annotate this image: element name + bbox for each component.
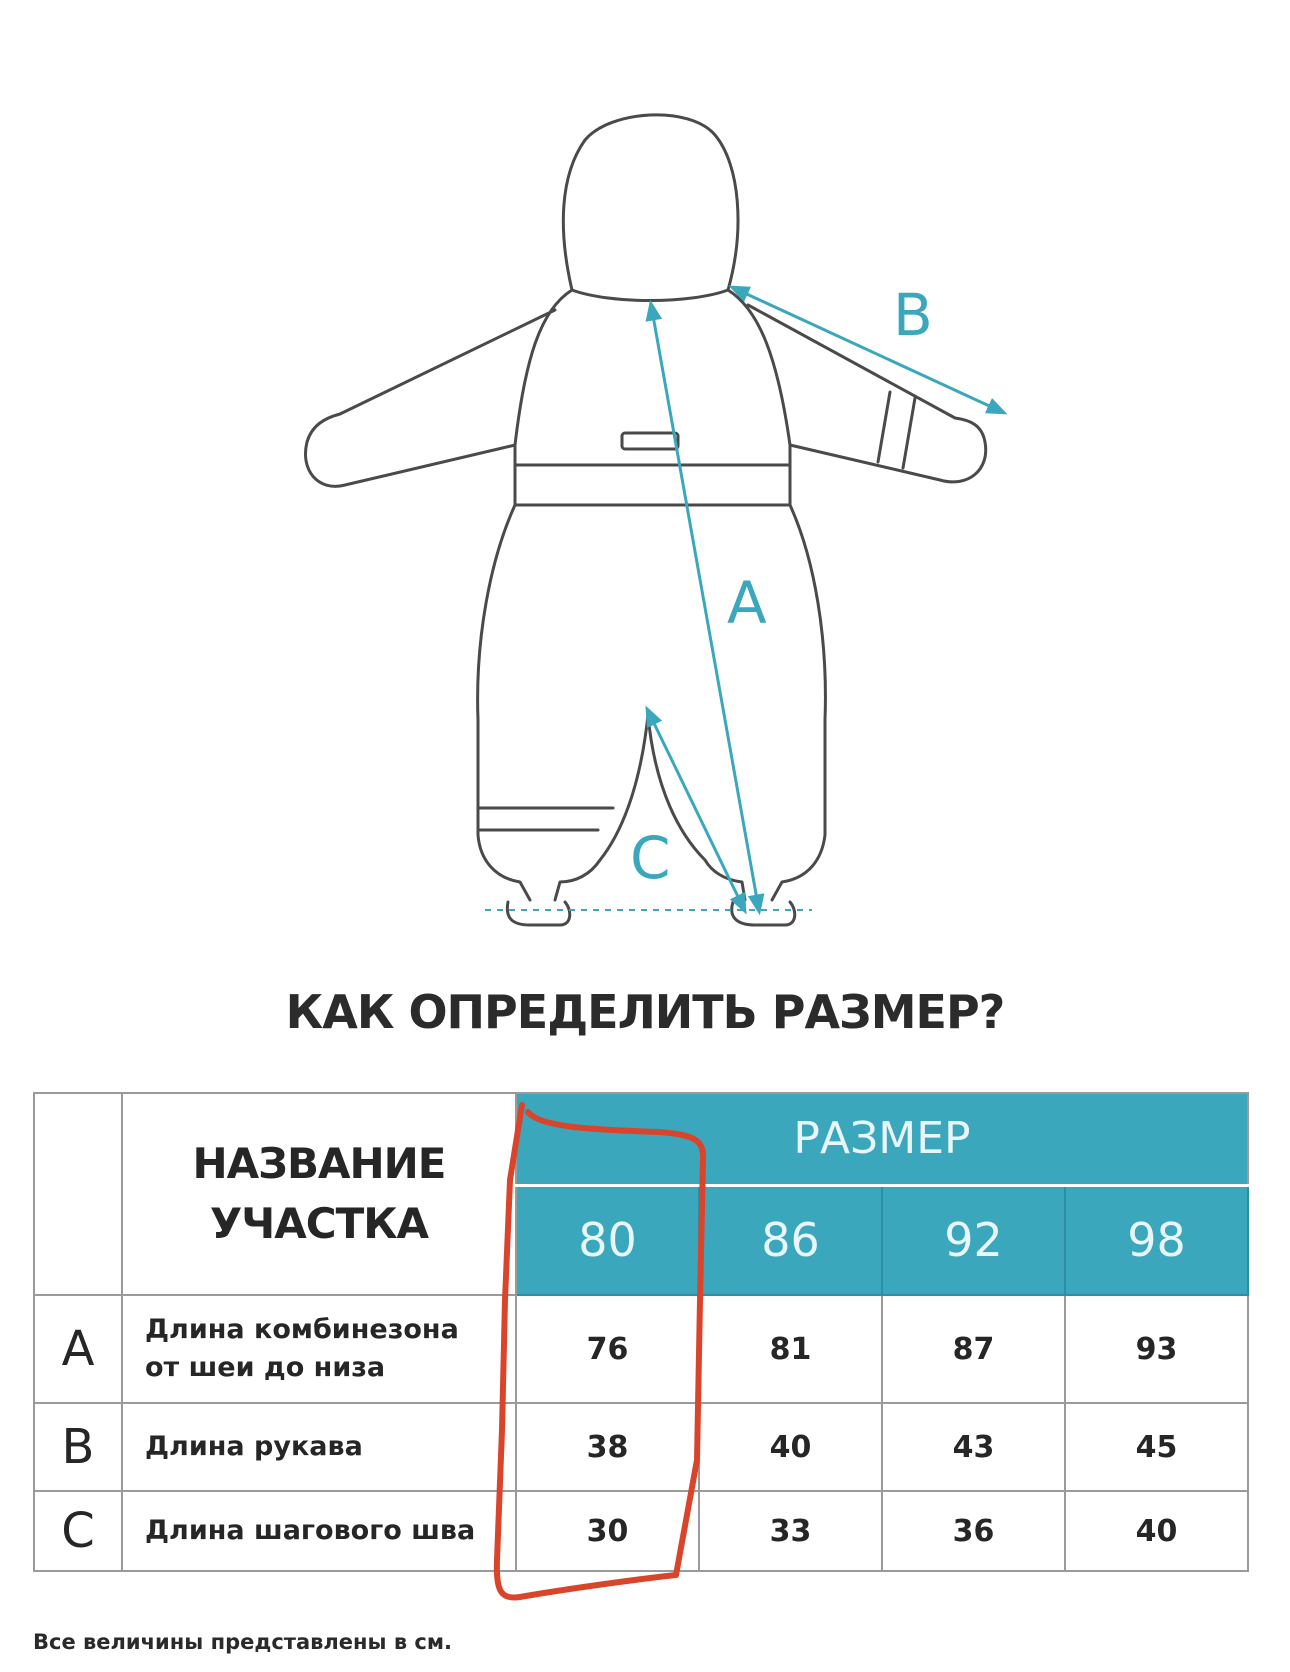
table-cell: 30 (516, 1491, 699, 1571)
table-cell: 36 (882, 1491, 1065, 1571)
row-name-line1: Длина комбинезона (145, 1314, 459, 1345)
row-name-line2: от шеи до низа (145, 1352, 386, 1383)
table-row (34, 1403, 1248, 1491)
table-cell: 87 (882, 1295, 1065, 1403)
dimension-label-a: A (727, 569, 767, 637)
label-header-line2: УЧАСТКА (209, 1199, 429, 1248)
size-header-80: 80 (516, 1185, 699, 1295)
dimension-label-c: C (630, 824, 671, 892)
footnote: Все величины представлены в см. (33, 1630, 453, 1654)
row-letter: A (34, 1295, 122, 1403)
row-name: Длина шагового шва (122, 1491, 516, 1571)
table-cell: 45 (1065, 1403, 1248, 1491)
size-header-98: 98 (1065, 1185, 1248, 1295)
size-header-86: 86 (699, 1185, 882, 1295)
row-letter: B (34, 1403, 122, 1491)
dimension-label-b: B (893, 281, 933, 349)
table-cell: 38 (516, 1403, 699, 1491)
table-cell: 33 (699, 1491, 882, 1571)
label-header-line1: НАЗВАНИЕ (192, 1139, 446, 1188)
row-name: Длина рукава (122, 1403, 516, 1491)
size-header-92: 92 (882, 1185, 1065, 1295)
table-cell: 81 (699, 1295, 882, 1403)
table-cell: 40 (699, 1403, 882, 1491)
row-letter: C (34, 1491, 122, 1571)
table-row (34, 1295, 1248, 1403)
table-corner-cell (34, 1093, 122, 1295)
table-cell: 43 (882, 1403, 1065, 1491)
table-cell: 76 (516, 1295, 699, 1403)
size-table (33, 1092, 1249, 1572)
table-label-header (122, 1093, 516, 1295)
table-row (34, 1491, 1248, 1571)
row-name (122, 1295, 516, 1403)
size-group-header: РАЗМЕР (516, 1093, 1248, 1185)
page-title: КАК ОПРЕДЕЛИТЬ РАЗМЕР? (285, 985, 1005, 1039)
table-cell: 40 (1065, 1491, 1248, 1571)
table-cell: 93 (1065, 1295, 1248, 1403)
